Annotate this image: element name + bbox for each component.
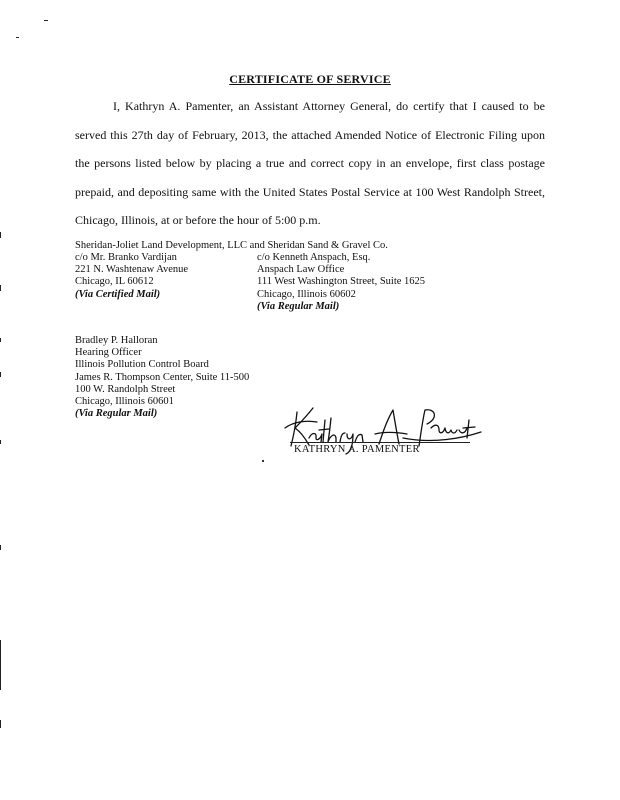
recipient-1-header — [75, 240, 388, 252]
certification-paragraph: I, Kathryn A. Pamenter, an Assistant Attorney General, do certify that I caused to be served this 27th day of February, 2013, the attached Amended Notice of Electronic Filing upon the persons listed below by placing a true and correct copy in an envelope, first class postage prepaid, and depositing same with the United States Postal Service at 100 West Randolph Street, Chicago, Illinois, at or before the hour of 5:00 p.m. — [75, 99, 545, 227]
recipient-1-right-line3: 111 West Washington Street, Suite 1625 — [257, 276, 426, 288]
scan-mark-left-4 — [0, 372, 1, 377]
recipient-2-line6: Chicago, Illinois 60601 — [75, 395, 174, 407]
recipient-1-left-method: (Via Certified Mail) — [75, 288, 161, 300]
scan-mark-top — [44, 20, 48, 21]
recipient-1-left-line2: 221 N. Washtenaw Avenue — [75, 264, 189, 276]
scan-mark-left-6 — [0, 545, 1, 550]
recipient-1-header-text: Sheridan-Joliet Land Development, LLC and Sheridan Sand & Gravel Co. — [75, 240, 388, 251]
recipient-2-line1: Bradley P. Halloran — [75, 335, 158, 346]
scan-speck — [262, 460, 264, 462]
page-title: CERTIFICATE OF SERVICE — [229, 72, 391, 86]
recipient-2-line3: Illinois Pollution Control Board — [75, 359, 209, 371]
recipient-1-left-line1: c/o Mr. Branko Vardijan — [75, 252, 177, 263]
recipient-2 — [75, 335, 249, 420]
recipient-1-right-line4: Chicago, Illinois 60602 — [257, 288, 356, 300]
signature-line — [290, 442, 470, 443]
recipient-1-right-line2: Anspach Law Office — [257, 264, 345, 276]
scan-mark-left-7 — [0, 640, 1, 690]
recipient-2-line5: 100 W. Randolph Street — [75, 383, 176, 395]
scan-mark-left-2 — [0, 285, 1, 291]
scan-mark-left-8 — [0, 720, 1, 728]
signatory-name: KATHRYN A. PAMENTER — [294, 444, 420, 455]
recipient-2-line4: James R. Thompson Center, Suite 11-500 — [75, 371, 250, 383]
scan-mark-left-5 — [0, 440, 1, 444]
recipient-1-right — [257, 252, 425, 313]
scan-mark-left-1 — [0, 232, 1, 238]
scan-mark-top-2 — [16, 37, 19, 38]
recipient-2-line2: Hearing Officer — [75, 347, 142, 359]
recipient-1-left-line3: Chicago, IL 60612 — [75, 276, 154, 288]
recipient-2-method: (Via Regular Mail) — [75, 408, 158, 420]
scan-mark-left-3 — [0, 338, 1, 342]
recipient-1-right-line1: c/o Kenneth Anspach, Esq. — [257, 252, 371, 263]
recipient-1-right-method: (Via Regular Mail) — [257, 300, 340, 312]
recipient-1-left — [75, 252, 188, 301]
